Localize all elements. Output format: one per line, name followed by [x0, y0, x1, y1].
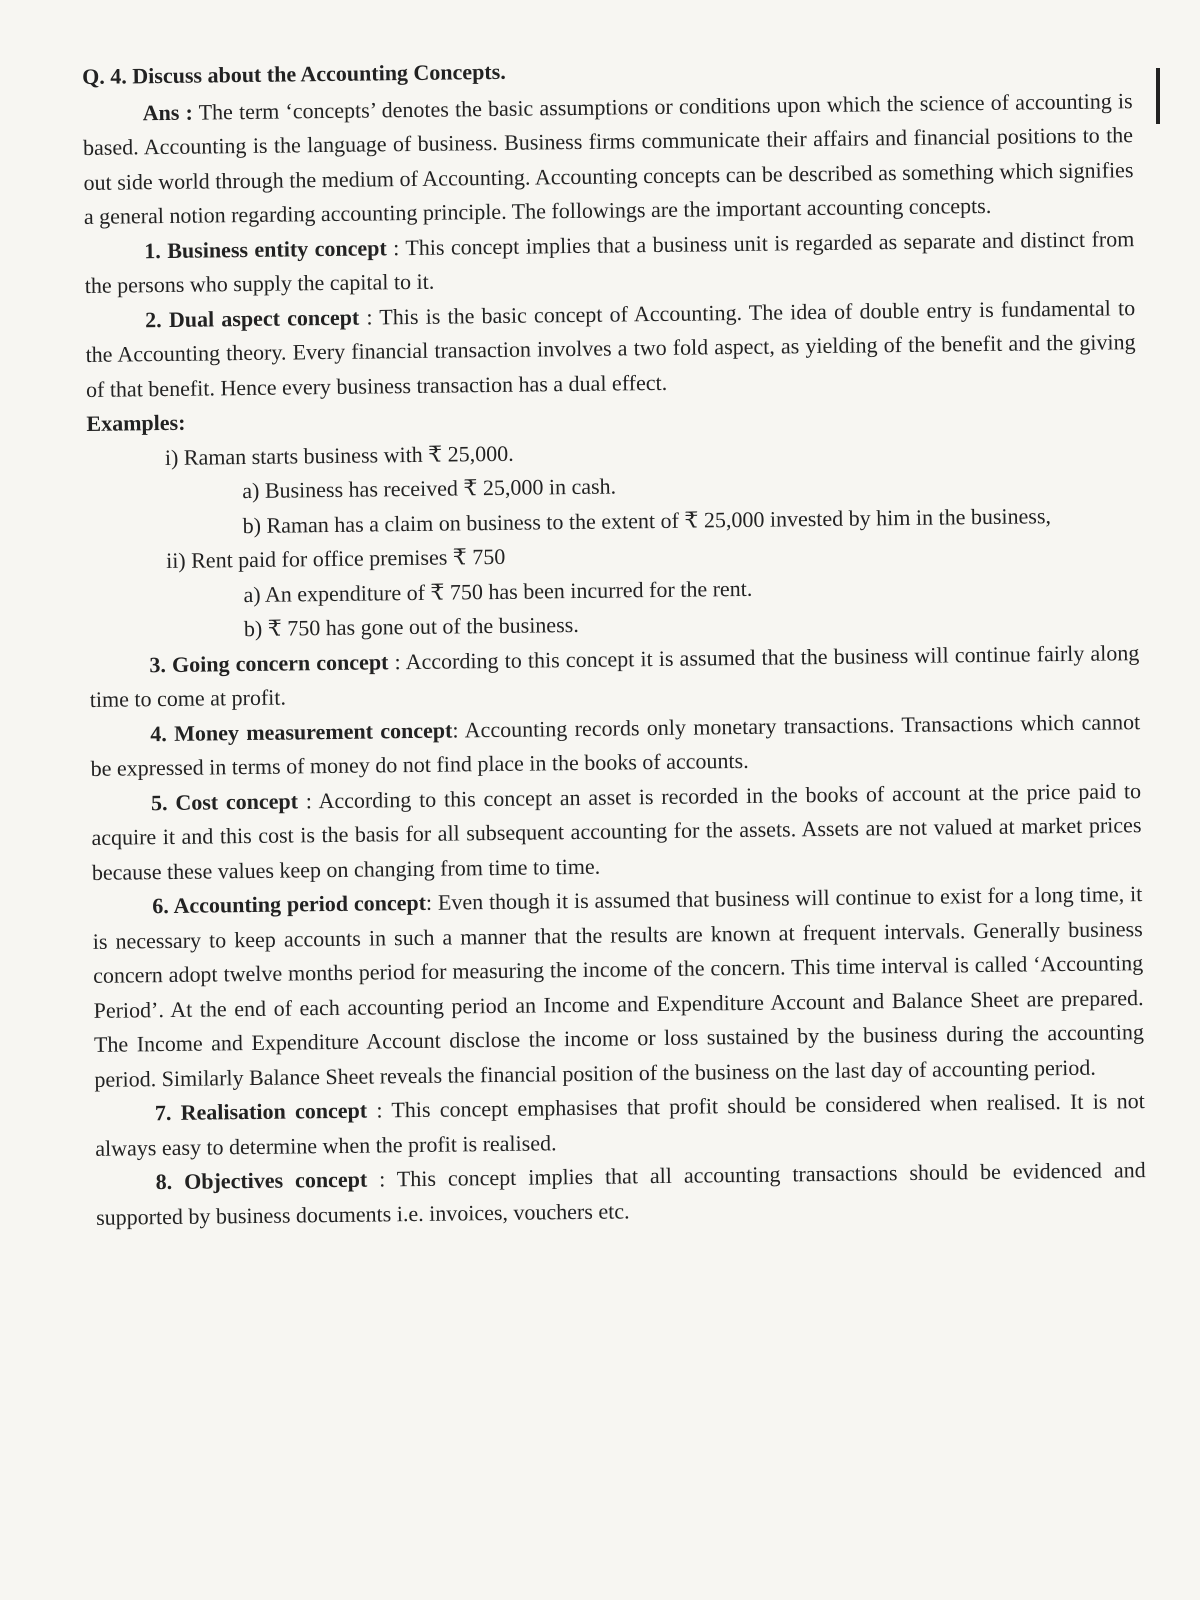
- concept-sep: :: [367, 1166, 397, 1192]
- concept-realisation: [95, 1084, 1146, 1166]
- answer-paragraph: [82, 84, 1134, 235]
- concept-sep: :: [388, 648, 406, 674]
- concept-text: Even though it is assumed that business will continue to exist for a long time, it is necessary to keep accounts in such a manner that the results are known at frequent intervals. Generally business concern adopt twelve months period for measuring the income of the concern. This time interval is called ‘Accounting Period’. At the end of each accounting period an Income and Expenditure Account and Balance Sheet are prepared. The Income and Expenditure Account disclose the income or loss sustained by the business during the accounting period. Similarly Balance Sheet reveals the financial position of the business on the last day of accounting period.: [92, 881, 1145, 1092]
- concept-sep: :: [297, 787, 319, 813]
- example-item-2-sub-a: a) An expenditure of ₹ 750 has been incurred for the rent.: [243, 575, 753, 607]
- concept-text: This concept implies that all accounting transactions should be evidenced and supported by business documents i.e. invoices, vouchers etc.: [95, 1157, 1146, 1230]
- concept-dual-aspect: [85, 291, 1136, 407]
- concept-text: According to this concept an asset is recorded in the books of account at the price paid to acquire it and this cost is the basis for all subsequent accounting for the assets. Assets are not valued at market prices because these values keep on changing from time to time.: [91, 777, 1142, 885]
- concept-sep: :: [386, 234, 406, 260]
- example-item-1-sub-b: b) Raman has a claim on business to the extent of ₹ 25,000 invested by him in the business,: [242, 502, 1052, 538]
- concept-going-concern: [89, 636, 1140, 718]
- concept-cost: [91, 774, 1142, 890]
- answer-text: The term ‘concepts’ denotes the basic assumptions or conditions upon which the science of accounting is based. Accounting is the language of business. Business firms communicate their affairs and financial positions to the out side world through the medium of Accounting. Accounting concepts can be described as something which signifies a general notion regarding accounting principle. The followings are the important accounting concepts.: [82, 87, 1134, 229]
- example-item-2-sub-b: b) ₹ 750 has gone out of the business.: [243, 611, 579, 642]
- example-item-1: i) Raman starts business with ₹ 25,000.: [164, 440, 514, 470]
- example-item-2: ii) Rent paid for office premises ₹ 750: [165, 543, 506, 574]
- document-page: [82, 47, 1146, 1235]
- concept-title: 3. Going concern concept: [149, 648, 389, 677]
- concept-text: Accounting records only monetary transactions. Transactions which cannot be expressed in terms of money do not find place in the books of accounts.: [90, 708, 1141, 781]
- question-title: Discuss about the Accounting Concepts.: [132, 58, 506, 89]
- concept-title: 6. Accounting period concept: [152, 889, 427, 919]
- concept-title: 8. Objectives concept: [155, 1166, 368, 1195]
- concept-text: According to this concept it is assumed that the business will continue fairly along time to come at profit.: [89, 639, 1140, 712]
- concept-sep: :: [425, 889, 439, 915]
- concept-money-measurement: [90, 705, 1141, 787]
- concept-sep: :: [452, 716, 465, 743]
- question-number: Q. 4.: [82, 63, 127, 89]
- concept-text: This is the basic concept of Accounting. The idea of double entry is fundamental to the Accounting theory. Every financial transaction involves a two fold aspect, as yielding of the benefit and the giving of that benefit. Hence every business transaction has a dual effect.: [85, 294, 1136, 402]
- concept-title: 2. Dual aspect concept: [145, 304, 360, 332]
- page-edge-mark: [1156, 68, 1160, 124]
- concept-title: 1. Business entity concept: [144, 234, 387, 263]
- examples-heading: Examples:: [86, 409, 186, 436]
- concept-sep: :: [359, 303, 380, 330]
- example-item-1-sub-a: a) Business has received ₹ 25,000 in cash.: [242, 473, 617, 504]
- concept-sep: :: [366, 1097, 392, 1123]
- concept-business-entity: [84, 222, 1135, 304]
- answer-label: Ans :: [142, 99, 193, 125]
- concept-text: This concept implies that a business unit is regarded as separate and distinct from the persons who supply the capital to it.: [84, 225, 1135, 298]
- concept-accounting-period: [92, 877, 1144, 1097]
- concept-title: 4. Money measurement concept: [150, 717, 453, 746]
- concept-title: 5. Cost concept: [150, 787, 299, 815]
- concept-text: This concept emphasises that profit should be considered when realised. It is not always easy to determine when the profit is realised.: [95, 1088, 1145, 1161]
- concept-title: 7. Realisation concept: [154, 1097, 368, 1126]
- concept-objectives: [96, 1153, 1147, 1235]
